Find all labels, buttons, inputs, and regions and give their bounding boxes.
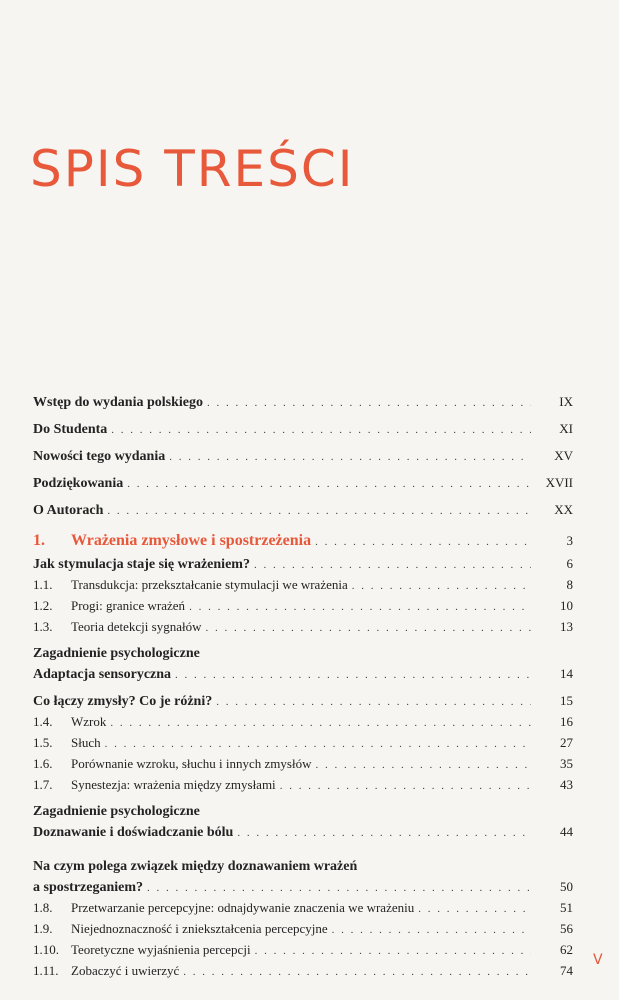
toc-page: XX bbox=[554, 502, 573, 517]
toc-entry-front bbox=[33, 500, 573, 521]
toc-page: 44 bbox=[560, 824, 573, 839]
toc-label: a spostrzeganiem? bbox=[33, 880, 144, 895]
toc-page: 8 bbox=[566, 577, 573, 592]
toc-page: 15 bbox=[560, 693, 573, 708]
subsection-number: 1.7. bbox=[33, 777, 53, 792]
toc-page: 56 bbox=[560, 921, 573, 936]
dot-leader bbox=[107, 501, 531, 521]
toc-page: 35 bbox=[560, 756, 573, 771]
subsection-number: 1.10. bbox=[33, 942, 59, 957]
toc-subsection bbox=[33, 919, 573, 940]
chapter-number: 1. bbox=[33, 532, 45, 549]
toc-label: Podziękowania bbox=[33, 476, 124, 491]
toc-box-entry bbox=[33, 822, 573, 843]
toc-page: 62 bbox=[560, 942, 573, 957]
subsection-number: 1.5. bbox=[33, 735, 53, 750]
toc-label: Niejednoznaczność i zniekształcenia percepcyjne bbox=[71, 921, 328, 936]
dot-leader bbox=[111, 420, 531, 440]
dot-leader bbox=[255, 941, 531, 961]
toc-page: 13 bbox=[560, 619, 573, 634]
toc-subsection bbox=[33, 617, 573, 638]
subsection-number: 1.8. bbox=[33, 900, 53, 915]
dot-leader bbox=[105, 734, 531, 754]
dot-leader bbox=[332, 920, 531, 940]
toc-page: 16 bbox=[560, 714, 573, 729]
subsection-number: 1.11. bbox=[33, 963, 59, 978]
toc-box-entry bbox=[33, 664, 573, 685]
toc-page: 14 bbox=[560, 666, 573, 681]
section-heading-line: Na czym polega związek między doznawaniem wrażeń bbox=[33, 859, 358, 874]
toc-page: 10 bbox=[560, 598, 573, 613]
dot-leader bbox=[315, 532, 531, 552]
dot-leader bbox=[254, 555, 531, 575]
toc-label: Porównanie wzroku, słuchu i innych zmysłów bbox=[71, 756, 312, 771]
subsection-number: 1.3. bbox=[33, 619, 53, 634]
toc-subsection bbox=[33, 575, 573, 596]
toc-label: Słuch bbox=[71, 735, 101, 750]
toc-label: Transdukcja: przekształcanie stymulacji we wrażenia bbox=[71, 577, 348, 592]
toc-page: 27 bbox=[560, 735, 573, 750]
table-of-contents bbox=[33, 392, 573, 982]
toc-entry-front bbox=[33, 473, 573, 494]
toc-label: O Autorach bbox=[33, 503, 104, 518]
toc-label: Wstęp do wydania polskiego bbox=[33, 395, 203, 410]
toc-page: XV bbox=[554, 448, 573, 463]
page-title: SPIS TREŚCI bbox=[30, 140, 355, 198]
toc-label: Adaptacja sensoryczna bbox=[33, 667, 172, 682]
toc-page: 74 bbox=[560, 963, 573, 978]
dot-leader bbox=[315, 755, 531, 775]
subsection-number: 1.9. bbox=[33, 921, 53, 936]
toc-label: Doznawanie i doświadczanie bólu bbox=[33, 825, 234, 840]
toc-chapter bbox=[33, 531, 573, 552]
toc-label: Wzrok bbox=[71, 714, 107, 729]
dot-leader bbox=[127, 474, 531, 494]
dot-leader bbox=[147, 878, 531, 898]
toc-label: Zobaczyć i uwierzyć bbox=[71, 963, 180, 978]
toc-subsection bbox=[33, 712, 573, 733]
toc-label: Co łączy zmysły? Co je różni? bbox=[33, 694, 213, 709]
toc-subsection bbox=[33, 733, 573, 754]
dot-leader bbox=[175, 665, 531, 685]
toc-entry-front bbox=[33, 419, 573, 440]
toc-label: Teoretyczne wyjaśnienia percepcji bbox=[71, 942, 251, 957]
box-heading: Zagadnienie psychologiczne bbox=[33, 646, 200, 661]
toc-label: Przetwarzanie percepcyjne: odnajdywanie znaczenia we wrażeniu bbox=[71, 900, 415, 915]
toc-label: Do Studenta bbox=[33, 422, 108, 437]
dot-leader bbox=[418, 899, 531, 919]
dot-leader bbox=[280, 776, 531, 796]
toc-page: XI bbox=[559, 421, 573, 436]
box-heading: Zagadnienie psychologiczne bbox=[33, 804, 200, 819]
toc-section bbox=[33, 554, 573, 575]
toc-subsection bbox=[33, 775, 573, 796]
toc-entry-front bbox=[33, 446, 573, 467]
dot-leader bbox=[207, 393, 531, 413]
toc-label: Nowości tego wydania bbox=[33, 449, 166, 464]
toc-label: Synestezja: wrażenia między zmysłami bbox=[71, 777, 276, 792]
toc-subsection bbox=[33, 898, 573, 919]
dot-leader bbox=[189, 597, 531, 617]
dot-leader bbox=[169, 447, 531, 467]
subsection-number: 1.4. bbox=[33, 714, 53, 729]
toc-section bbox=[33, 691, 573, 712]
toc-label: Progi: granice wrażeń bbox=[71, 598, 186, 613]
toc-page: 50 bbox=[560, 879, 573, 894]
toc-section bbox=[33, 877, 573, 898]
toc-subsection bbox=[33, 596, 573, 617]
subsection-number: 1.1. bbox=[33, 577, 53, 592]
toc-subsection bbox=[33, 961, 573, 982]
dot-leader bbox=[352, 576, 531, 596]
toc-entry-front bbox=[33, 392, 573, 413]
toc-subsection bbox=[33, 754, 573, 775]
toc-page: 43 bbox=[560, 777, 573, 792]
dot-leader bbox=[206, 618, 532, 638]
toc-page: 3 bbox=[566, 533, 573, 548]
toc-page: XVII bbox=[545, 475, 573, 490]
dot-leader bbox=[183, 962, 531, 982]
page-number: V bbox=[593, 952, 603, 968]
subsection-number: 1.6. bbox=[33, 756, 53, 771]
toc-subsection bbox=[33, 940, 573, 961]
toc-page: 51 bbox=[560, 900, 573, 915]
toc-label: Jak stymulacja staje się wrażeniem? bbox=[33, 557, 250, 572]
toc-label: Teoria detekcji sygnałów bbox=[71, 619, 202, 634]
dot-leader bbox=[237, 823, 531, 843]
toc-page: 6 bbox=[566, 556, 573, 571]
toc-page: IX bbox=[559, 394, 573, 409]
dot-leader bbox=[110, 713, 531, 733]
subsection-number: 1.2. bbox=[33, 598, 53, 613]
dot-leader bbox=[216, 692, 531, 712]
chapter-title: Wrażenia zmysłowe i spostrzeżenia bbox=[71, 532, 312, 549]
